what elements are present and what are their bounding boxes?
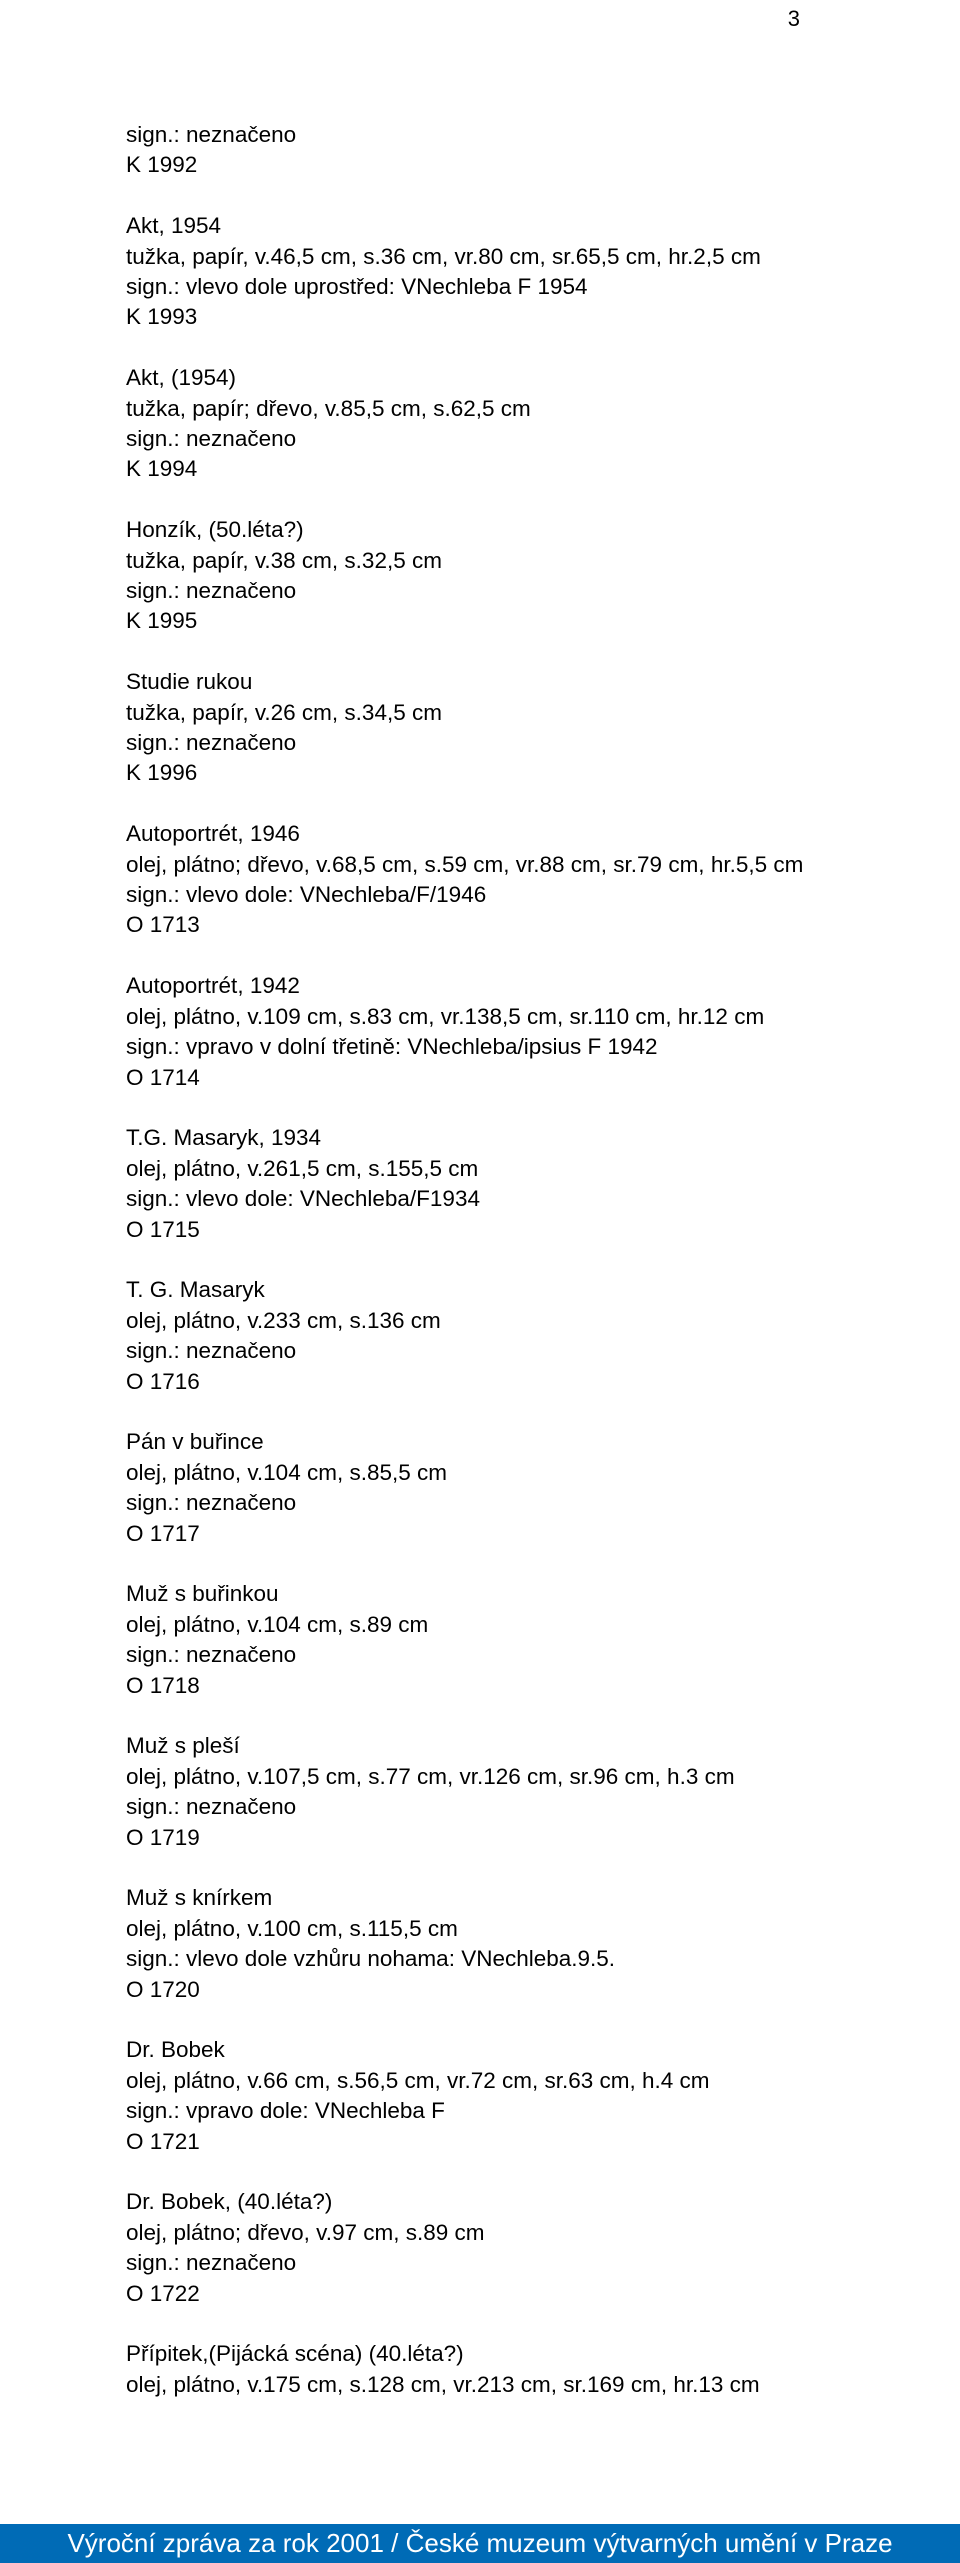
entry-line: O 1720	[126, 1976, 200, 2002]
entry-line: Pán v buřince	[126, 1429, 264, 1455]
entry-line: olej, plátno, v.104 cm, s.89 cm	[126, 1611, 429, 1637]
catalogue-entry	[126, 1731, 803, 1853]
catalogue-entry	[126, 1579, 803, 1701]
catalogue-entry	[126, 971, 803, 1093]
entry-line: Muž s knírkem	[126, 1885, 273, 1911]
catalogue-entry	[126, 1883, 803, 2005]
entry-line: olej, plátno, v.100 cm, s.115,5 cm	[126, 1915, 458, 1941]
catalogue-entry	[126, 2187, 803, 2309]
catalogue-entry	[126, 1427, 803, 1549]
entry-line: K 1992	[126, 152, 198, 178]
entry-line: olej, plátno, v.107,5 cm, s.77 cm, vr.126 cm, sr.96 cm, h.3 cm	[126, 1763, 735, 1789]
entry-line: O 1722	[126, 2280, 200, 2306]
entry-line: olej, plátno, v.104 cm, s.85,5 cm	[126, 1459, 447, 1485]
catalogue-list	[126, 120, 803, 2431]
entry-line: O 1721	[126, 2128, 200, 2154]
entry-line: O 1716	[126, 1368, 200, 1394]
entry-line: K 1993	[126, 304, 198, 330]
entry-line: O 1714	[126, 1064, 200, 1090]
catalogue-entry	[126, 211, 803, 333]
entry-line: Akt, 1954	[126, 213, 222, 239]
catalogue-entry	[126, 819, 803, 941]
entry-line: sign.: vlevo dole: VNechleba/F1934	[126, 1186, 480, 1212]
entry-line: sign.: neznačeno	[126, 122, 297, 147]
entry-line: Autoportrét, 1946	[126, 821, 300, 847]
entry-line: Dr. Bobek, (40.léta?)	[126, 2189, 333, 2215]
entry-line: K 1994	[126, 456, 198, 482]
entry-line: O 1713	[126, 912, 200, 938]
catalogue-entry	[126, 2339, 803, 2400]
entry-line: Dr. Bobek	[126, 2037, 225, 2063]
catalogue-entry	[126, 2035, 803, 2157]
entry-line: Muž s pleší	[126, 1733, 240, 1759]
entry-line: sign.: neznačeno	[126, 1794, 297, 1820]
entry-line: T. G. Masaryk	[126, 1277, 265, 1303]
entry-line: O 1715	[126, 1216, 200, 1242]
entry-line: Autoportrét, 1942	[126, 973, 300, 999]
catalogue-entry	[126, 120, 803, 181]
catalogue-entry	[126, 1123, 803, 1245]
entry-line: olej, plátno; dřevo, v.97 cm, s.89 cm	[126, 2219, 485, 2245]
entry-line: Akt, (1954)	[126, 365, 237, 391]
entry-line: tužka, papír, v.46,5 cm, s.36 cm, vr.80 cm, sr.65,5 cm, hr.2,5 cm	[126, 243, 761, 269]
entry-line: Přípitek,(Pijácká scéna) (40.léta?)	[126, 2341, 464, 2367]
entry-line: sign.: vlevo dole vzhůru nohama: VNechleba.9.5.	[126, 1946, 616, 1972]
entry-line: O 1718	[126, 1672, 200, 1698]
entry-line: O 1717	[126, 1520, 200, 1546]
entry-line: sign.: neznačeno	[126, 2250, 297, 2276]
entry-line: olej, plátno; dřevo, v.68,5 cm, s.59 cm, vr.88 cm, sr.79 cm, hr.5,5 cm	[126, 851, 804, 877]
footer-text: Výroční zpráva za rok 2001 / České muzeum výtvarných umění v Praze	[67, 2528, 893, 2558]
entry-line: sign.: vpravo dole: VNechleba F	[126, 2098, 445, 2124]
entry-line: tužka, papír; dřevo, v.85,5 cm, s.62,5 cm	[126, 395, 531, 421]
entry-line: sign.: vpravo v dolní třetině: VNechleba/ipsius F 1942	[126, 1034, 658, 1060]
entry-line: Muž s buřinkou	[126, 1581, 279, 1607]
catalogue-entry	[126, 667, 803, 789]
entry-line: olej, plátno, v.175 cm, s.128 cm, vr.213 cm, sr.169 cm, hr.13 cm	[126, 2371, 760, 2397]
entry-line: sign.: neznačeno	[126, 578, 297, 604]
entry-line: olej, plátno, v.261,5 cm, s.155,5 cm	[126, 1155, 479, 1181]
entry-line: sign.: vlevo dole: VNechleba/F/1946	[126, 882, 487, 908]
entry-line: sign.: neznačeno	[126, 1642, 297, 1668]
entry-line: olej, plátno, v.66 cm, s.56,5 cm, vr.72 cm, sr.63 cm, h.4 cm	[126, 2067, 710, 2093]
entry-line: K 1995	[126, 608, 198, 634]
entry-line: sign.: neznačeno	[126, 730, 297, 756]
entry-line: tužka, papír, v.38 cm, s.32,5 cm	[126, 547, 442, 573]
entry-line: tužka, papír, v.26 cm, s.34,5 cm	[126, 699, 442, 725]
entry-line: O 1719	[126, 1824, 200, 1850]
entry-line: olej, plátno, v.109 cm, s.83 cm, vr.138,5 cm, sr.110 cm, hr.12 cm	[126, 1003, 765, 1029]
catalogue-entry	[126, 515, 803, 637]
entry-line: sign.: neznačeno	[126, 1338, 297, 1364]
catalogue-entry	[126, 1275, 803, 1397]
entry-line: Studie rukou	[126, 669, 253, 695]
entry-line: T.G. Masaryk, 1934	[126, 1125, 322, 1151]
entry-line: sign.: neznačeno	[126, 426, 297, 452]
page-number: 3	[787, 6, 800, 31]
entry-line: Honzík, (50.léta?)	[126, 517, 304, 543]
entry-line: sign.: vlevo dole uprostřed: VNechleba F 1954	[126, 274, 588, 300]
entry-line: K 1996	[126, 760, 198, 786]
entry-line: olej, plátno, v.233 cm, s.136 cm	[126, 1307, 441, 1333]
entry-line: sign.: neznačeno	[126, 1490, 297, 1516]
catalogue-entry	[126, 363, 803, 485]
